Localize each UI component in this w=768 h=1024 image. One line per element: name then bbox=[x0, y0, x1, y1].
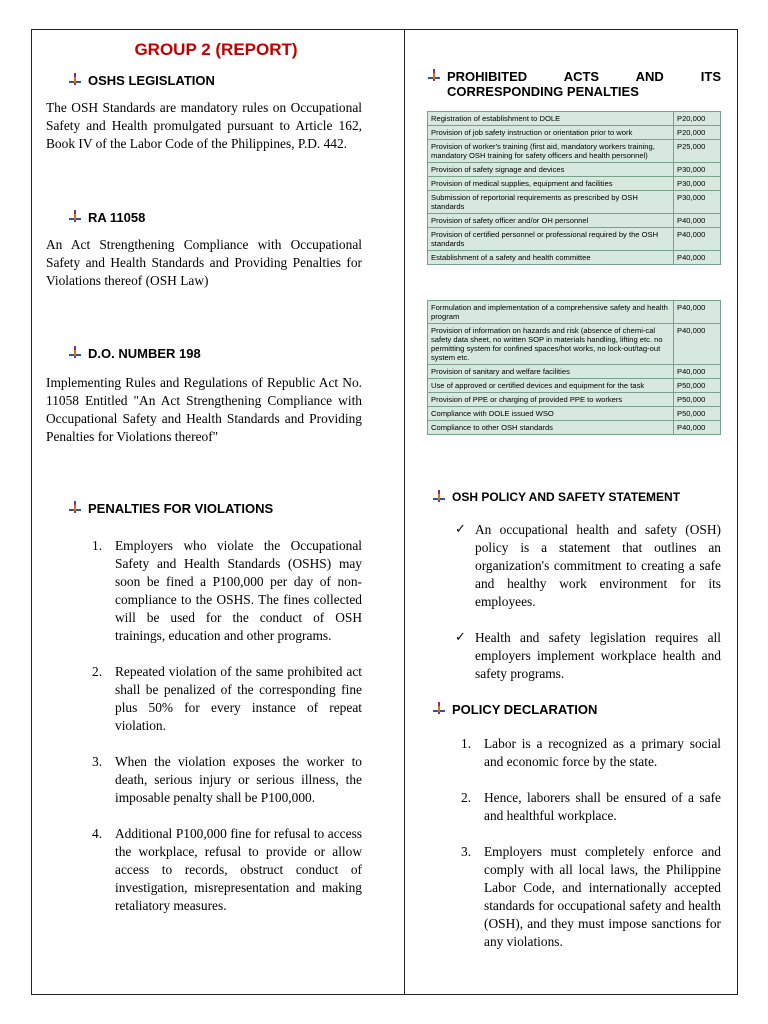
table-row bbox=[428, 177, 721, 191]
table-row bbox=[428, 126, 721, 140]
prohibited-act-cell: Submission of reportorial requirements as prescribed by OSH standards bbox=[428, 191, 674, 214]
section-heading-ra-11058: RA 11058 bbox=[68, 210, 145, 225]
prohibited-act-cell: Provision of sanitary and welfare facilities bbox=[428, 365, 674, 379]
policy-declaration-list bbox=[461, 735, 721, 969]
penalty-amount-cell: P30,000 bbox=[674, 177, 721, 191]
do-198-text: Implementing Rules and Regulations of Republic Act No. 11058 Entitled "An Act Strengthening Compliance with Occupational Safety and Health Standards and Providing Penalties for Violations thereof" bbox=[46, 375, 362, 444]
table-row bbox=[428, 379, 721, 393]
table-row bbox=[428, 301, 721, 324]
penalty-amount-cell: P20,000 bbox=[674, 112, 721, 126]
prohibited-act-cell: Registration of establishment to DOLE bbox=[428, 112, 674, 126]
penalty-amount-cell: P40,000 bbox=[674, 228, 721, 251]
list-item: 3. When the violation exposes the worker to death, serious injury or serious illness, the imposable penalty shall be P100,000. bbox=[92, 754, 362, 805]
section-heading-policy-declaration: POLICY DECLARATION bbox=[432, 702, 597, 717]
penalty-amount-cell: P40,000 bbox=[674, 301, 721, 324]
cross-bullet-icon bbox=[68, 73, 88, 87]
prohibited-act-cell: Provision of safety signage and devices bbox=[428, 163, 674, 177]
policy-statement-list bbox=[455, 521, 721, 701]
list-item: 2. Repeated violation of the same prohibited act shall be penalized of the corresponding fine plus 50% for every instance of repeat violation. bbox=[92, 664, 362, 733]
penalties-table bbox=[427, 111, 721, 265]
table-row bbox=[428, 251, 721, 265]
checkmark-icon: ✓ bbox=[455, 630, 466, 645]
list-item: 2. Hence, laborers shall be ensured of a safe and healthful workplace. bbox=[461, 790, 721, 823]
table-row bbox=[428, 214, 721, 228]
table-row bbox=[428, 393, 721, 407]
prohibited-act-cell: Use of approved or certified devices and equipment for the task bbox=[428, 379, 674, 393]
prohibited-act-cell: Formulation and implementation of a comprehensive safety and health program bbox=[428, 301, 674, 324]
penalty-amount-cell: P50,000 bbox=[674, 407, 721, 421]
cross-bullet-icon bbox=[427, 69, 447, 83]
prohibited-act-cell: Establishment of a safety and health committee bbox=[428, 251, 674, 265]
list-item: 1. Employers who violate the Occupational Safety and Health Standards (OSHS) may soon be fined a P100,000 per day of non-compliance to the OSHS. The fines collected will be used for the conduct of OSH trainings, education and other programs. bbox=[92, 538, 362, 643]
penalty-amount-cell: P40,000 bbox=[674, 214, 721, 228]
table-row bbox=[428, 140, 721, 163]
list-item: 4. Additional P100,000 fine for refusal to access the workplace, refusal to provide or allow access to records, obstruct conduct of investigation, misrepresentation and making retaliatory measures. bbox=[92, 826, 362, 913]
prohibited-act-cell: Provision of certified personnel or professional required by the OSH standards bbox=[428, 228, 674, 251]
list-item: ✓ Health and safety legislation requires all employers implement workplace health and safety programs. bbox=[455, 630, 721, 681]
section-heading-prohibited-acts: PROHIBITED ACTS AND ITS CORRESPONDING PENALTIES bbox=[427, 69, 721, 99]
table-row bbox=[428, 191, 721, 214]
cross-bullet-icon bbox=[68, 210, 88, 224]
penalty-amount-cell: P30,000 bbox=[674, 191, 721, 214]
table-row bbox=[428, 407, 721, 421]
osh-legislation-text: The OSH Standards are mandatory rules on Occupational Safety and Health promulgated pursuant to Article 162, Book IV of the Labor Code of the Philippines, P.D. 442. bbox=[46, 100, 362, 151]
penalty-amount-cell: P40,000 bbox=[674, 421, 721, 435]
table-row bbox=[428, 163, 721, 177]
penalty-amount-cell: P40,000 bbox=[674, 365, 721, 379]
prohibited-act-cell: Provision of worker's training (first aid, mandatory workers training, mandatory OSH training for safety officers and health personnel) bbox=[428, 140, 674, 163]
penalty-amount-cell: P40,000 bbox=[674, 251, 721, 265]
section-heading-osh-legislation: OSHS LEGISLATION bbox=[68, 73, 215, 88]
table-row bbox=[428, 324, 721, 365]
list-item: ✓ An occupational health and safety (OSH) policy is a statement that outlines an organization's commitment to creating a safe and healthy work environment for its employees. bbox=[455, 522, 721, 609]
section-heading-osh-policy: OSH POLICY AND SAFETY STATEMENT bbox=[432, 490, 680, 504]
cross-bullet-icon bbox=[432, 702, 452, 716]
cross-bullet-icon bbox=[68, 501, 88, 515]
section-heading-penalties: PENALTIES FOR VIOLATIONS bbox=[68, 501, 273, 516]
penalty-amount-cell: P40,000 bbox=[674, 324, 721, 365]
penalties-table-continued bbox=[427, 300, 721, 435]
prohibited-act-cell: Compliance with DOLE issued WSO bbox=[428, 407, 674, 421]
checkmark-icon: ✓ bbox=[455, 522, 466, 537]
ra-11058-text: An Act Strengthening Compliance with Occupational Safety and Health Standards and Providing Penalties for Violations thereof (OSH Law) bbox=[46, 237, 362, 288]
list-item: 3. Employers must completely enforce and comply with all local laws, the Philippine Labor Code, and internationally accepted standards for occupational safety and health (OSH), and they must impose sanctions for any violations. bbox=[461, 844, 721, 949]
table-row bbox=[428, 112, 721, 126]
penalty-amount-cell: P25,000 bbox=[674, 140, 721, 163]
penalty-amount-cell: P50,000 bbox=[674, 379, 721, 393]
penalty-amount-cell: P30,000 bbox=[674, 163, 721, 177]
prohibited-act-cell: Provision of job safety instruction or orientation prior to work bbox=[428, 126, 674, 140]
table-row bbox=[428, 228, 721, 251]
prohibited-act-cell: Provision of information on hazards and risk (absence of chemi-cal safety data sheet, no written SOP in materials handling, lifting etc. no permitting system for confined spaces/hot works, no lock-out/tag-out system etc. bbox=[428, 324, 674, 365]
prohibited-act-cell: Provision of PPE or charging of provided PPE to workers bbox=[428, 393, 674, 407]
cross-bullet-icon bbox=[68, 346, 88, 360]
penalty-amount-cell: P20,000 bbox=[674, 126, 721, 140]
penalty-amount-cell: P50,000 bbox=[674, 393, 721, 407]
prohibited-act-cell: Compliance to other OSH standards bbox=[428, 421, 674, 435]
page-title: GROUP 2 (REPORT) bbox=[134, 40, 298, 59]
cross-bullet-icon bbox=[432, 490, 452, 504]
prohibited-act-cell: Provision of safety officer and/or OH personnel bbox=[428, 214, 674, 228]
penalties-list bbox=[92, 537, 362, 933]
column-divider bbox=[404, 29, 405, 995]
prohibited-act-cell: Provision of medical supplies, equipment and facilities bbox=[428, 177, 674, 191]
table-row bbox=[428, 421, 721, 435]
list-item: 1. Labor is a recognized as a primary social and economic force by the state. bbox=[461, 736, 721, 769]
table-row bbox=[428, 365, 721, 379]
section-heading-do-198: D.O. NUMBER 198 bbox=[68, 346, 201, 361]
